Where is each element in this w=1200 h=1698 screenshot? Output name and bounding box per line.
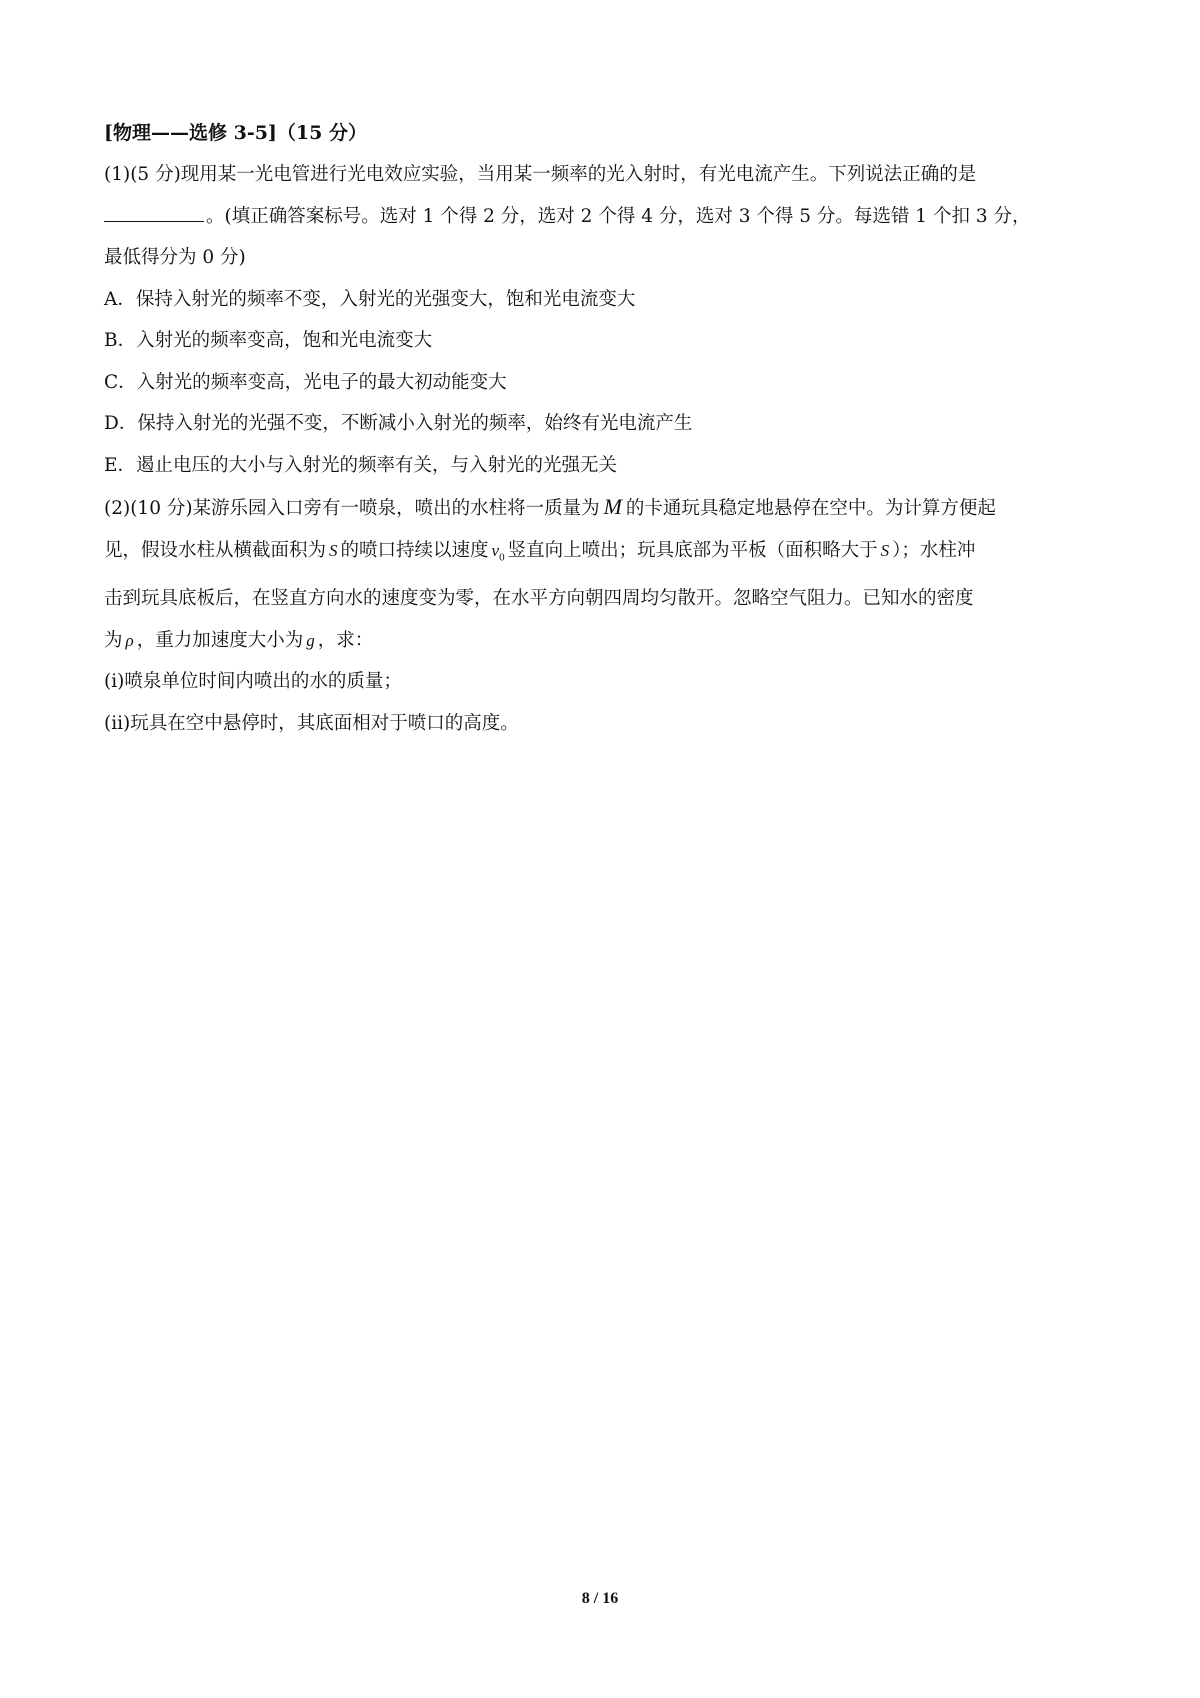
mass-variable: M <box>603 494 622 519</box>
velocity-symbol: v <box>491 540 500 560</box>
answer-blank <box>104 201 204 222</box>
section-heading: [物理——选修 3-5]（15 分） <box>104 122 367 144</box>
q2-line-1 <box>104 486 1104 530</box>
q2-text: 竖直向上喷出；玩具底部为平板（面积略大于 <box>507 539 878 561</box>
q2-text: ，求： <box>317 629 374 651</box>
q2-line-3: 击到玩具底板后，在竖直方向水的速度变为零，在水平方向朝四周均匀散开。忽略空气阻力。已知水的密度 <box>104 588 974 610</box>
question-2 <box>104 486 1104 744</box>
q1-line-2 <box>104 196 1104 238</box>
option-d: D．保持入射光的光强不变，不断减小入射光的频率，始终有光电流产生 <box>104 413 693 434</box>
density-variable: ρ <box>125 630 134 650</box>
q2-text: ）；水柱冲 <box>892 539 976 561</box>
q2-text: (2)(10 分)某游乐园入口旁有一喷泉，喷出的水柱将一质量为 <box>104 498 600 519</box>
q2-text: ，重力加速度大小为 <box>136 629 304 651</box>
q2-line-2 <box>104 530 1104 579</box>
option-b: B．入射光的频率变高，饱和光电流变大 <box>104 330 433 351</box>
area-variable: S <box>880 540 890 560</box>
q1-line-1: (1)(5 分)现用某一光电管进行光电效应实验，当用某一频率的光入射时，有光电流产生。下列说法正确的是 <box>104 164 977 185</box>
q2-sub-question-2: (ii)玩具在空中悬停时，其底面相对于喷口的高度。 <box>104 712 519 734</box>
option-c: C．入射光的频率变高，光电子的最大初动能变大 <box>104 371 507 393</box>
q2-text: 的卡通玩具稳定地悬停在空中。为计算方便起 <box>625 498 996 519</box>
q1-line-3: 最低得分为 0 分) <box>104 247 246 268</box>
q2-text: 的喷口持续以速度 <box>340 539 489 561</box>
q2-text: 为 <box>104 629 123 651</box>
question-content <box>104 112 1104 744</box>
q2-text: 见，假设水柱从横截面积为 <box>104 539 327 561</box>
q2-sub-question-1: (i)喷泉单位时间内喷出的水的质量； <box>104 671 402 693</box>
area-variable: S <box>329 540 338 560</box>
q1-line-2-text: 。(填正确答案标号。选对 1 个得 2 分，选对 2 个得 4 分，选对 3 个得 5 分。每选错 1 个扣 3 分， <box>206 205 1031 227</box>
velocity-variable <box>491 540 505 563</box>
page-number: 8 / 16 <box>581 1590 619 1607</box>
question-1 <box>104 154 1104 486</box>
option-e: E．遏止电压的大小与入射光的频率有关，与入射光的光强无关 <box>104 454 618 476</box>
option-a: A．保持入射光的频率不变，入射光的光强变大，饱和光电流变大 <box>104 288 636 310</box>
gravity-variable: g <box>306 630 315 650</box>
velocity-subscript: 0 <box>499 550 505 563</box>
q2-line-4 <box>104 620 1104 662</box>
